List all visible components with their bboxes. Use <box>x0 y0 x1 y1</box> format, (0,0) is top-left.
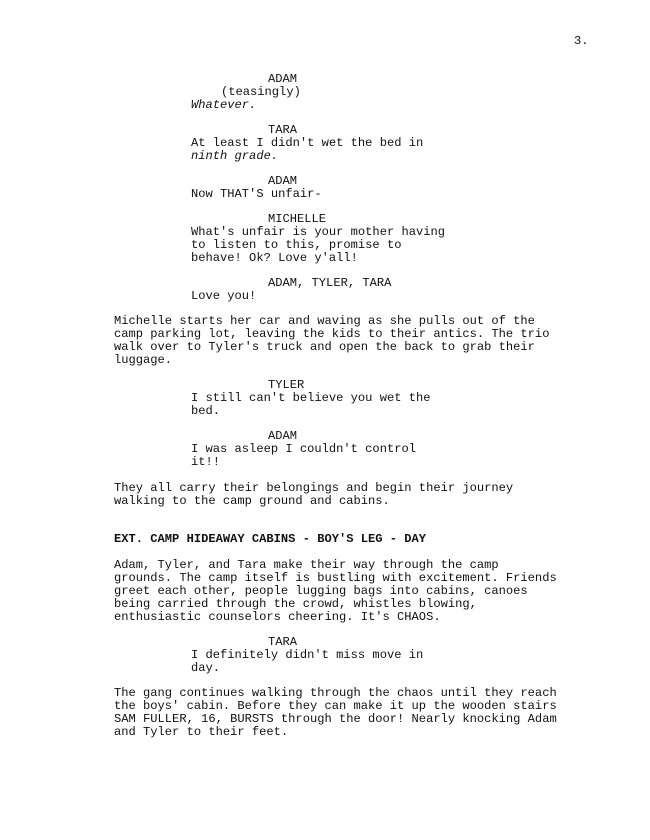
action-line: Adam, Tyler, and Tara make their way through the camp <box>114 558 499 572</box>
action-line: greet each other, people lugging bags into cabins, canoes <box>114 584 528 598</box>
dialogue-line: to listen to this, promise to <box>191 238 402 252</box>
action-line: Michelle starts her car and waving as she pulls out of the <box>114 314 535 328</box>
character-name: ADAM <box>268 72 298 86</box>
dialogue-line: Whatever. <box>191 98 257 112</box>
action-line: enthusiastic counselors cheering. It's CHAOS. <box>114 610 441 624</box>
dialogue-line: Love you! <box>191 289 257 303</box>
character-name: TARA <box>268 635 298 649</box>
scene-heading: EXT. CAMP HIDEAWAY CABINS - BOY'S LEG - DAY <box>114 532 427 546</box>
action-line: grounds. The camp itself is bustling with excitement. Friends <box>114 571 557 585</box>
character-name: ADAM <box>268 174 298 188</box>
dialogue-line: I was asleep I couldn't control <box>191 442 416 456</box>
dialogue-line: What's unfair is your mother having <box>191 225 446 239</box>
action-line: being carried through the crowd, whistles blowing, <box>114 597 477 611</box>
action-line: SAM FULLER, 16, BURSTS through the door! Nearly knocking Adam <box>114 712 557 726</box>
action-line: walk over to Tyler's truck and open the back to grab their <box>114 340 535 354</box>
character-name: TYLER <box>268 378 305 392</box>
action-line: camp parking lot, leaving the kids to their antics. The trio <box>114 327 550 341</box>
action-line: luggage. <box>114 353 173 367</box>
action-line: They all carry their belongings and begin their journey <box>114 481 514 495</box>
character-name: ADAM, TYLER, TARA <box>268 276 392 290</box>
dialogue-line: bed. <box>191 404 221 418</box>
dialogue-line: ninth grade. <box>191 149 279 163</box>
page-number: 3. <box>574 34 589 48</box>
parenthetical: (teasingly) <box>221 85 301 99</box>
dialogue-line: it!! <box>191 455 221 469</box>
character-name: MICHELLE <box>268 212 327 226</box>
character-name: TARA <box>268 123 298 137</box>
action-line: walking to the camp ground and cabins. <box>114 494 390 508</box>
character-name: ADAM <box>268 429 298 443</box>
action-line: The gang continues walking through the chaos until they reach <box>114 686 557 700</box>
action-line: and Tyler to their feet. <box>114 725 289 739</box>
action-line: the boys' cabin. Before they can make it up the wooden stairs <box>114 699 557 713</box>
dialogue-line: I definitely didn't miss move in <box>191 648 424 662</box>
dialogue-line: behave! Ok? Love y'all! <box>191 251 358 265</box>
dialogue-line: I still can't believe you wet the <box>191 391 431 405</box>
dialogue-line: Now THAT'S unfair- <box>191 187 322 201</box>
dialogue-line: At least I didn't wet the bed in <box>191 136 424 150</box>
dialogue-line: day. <box>191 661 221 675</box>
